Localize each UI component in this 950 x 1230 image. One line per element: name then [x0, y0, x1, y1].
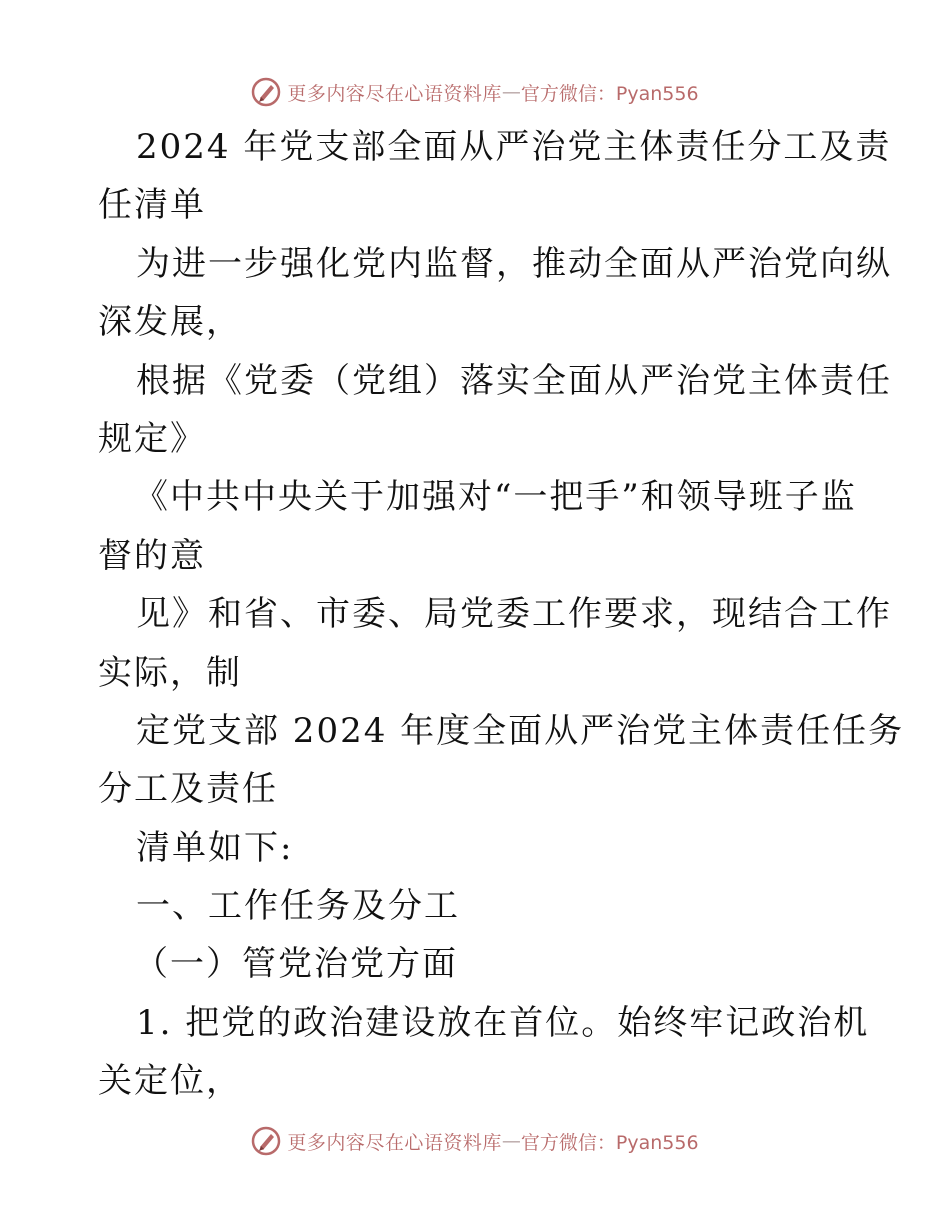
- watermark-footer: [0, 1121, 950, 1161]
- paragraph-line: 深发展，: [98, 302, 242, 343]
- paragraph-line: 为进一步强化党内监督，推动全面从严治党向纵: [136, 243, 892, 284]
- watermark-text: 更多内容尽在心语资料库: [287, 82, 502, 105]
- section-heading: 一、工作任务及分工: [136, 886, 460, 927]
- watermark-separator: —: [501, 1130, 521, 1152]
- pen-logo-icon: [251, 1126, 281, 1156]
- doc-title-line-1: 2024 年党支部全面从严治党主体责任分工及责: [136, 127, 892, 167]
- paragraph-line: 定党支部 2024 年度全面从严治党主体责任任务: [136, 710, 905, 751]
- document-body: [98, 118, 905, 1111]
- paragraph-line: 根据《党委（党组）落实全面从严治党主体责任: [136, 360, 892, 401]
- subsection-heading: （一）管党治党方面: [134, 944, 458, 985]
- watermark-contact: 官方微信：Pyan556: [520, 82, 699, 105]
- paragraph-line: 关定位，: [98, 1061, 242, 1102]
- paragraph-line: 实际，制: [98, 652, 242, 693]
- doc-title-line-2: 任清单: [98, 185, 206, 226]
- paragraph-line: 规定》: [98, 418, 206, 459]
- paragraph-line: 1. 把党的政治建设放在首位。始终牢记政治机: [136, 1002, 870, 1043]
- paragraph-line: 清单如下:: [136, 827, 294, 868]
- watermark-contact: 官方微信：Pyan556: [520, 1131, 699, 1154]
- watermark-header: [0, 72, 950, 112]
- paragraph-line: 见》和省、市委、局党委工作要求，现结合工作: [136, 594, 892, 635]
- watermark-separator: —: [501, 81, 521, 103]
- paragraph-line: 《中共中央关于加强对“一把手”和领导班子监: [134, 477, 857, 518]
- paragraph-line: 督的意: [98, 535, 206, 576]
- watermark-text: 更多内容尽在心语资料库: [287, 1131, 502, 1154]
- paragraph-line: 分工及责任: [98, 769, 278, 810]
- pen-logo-icon: [251, 77, 281, 107]
